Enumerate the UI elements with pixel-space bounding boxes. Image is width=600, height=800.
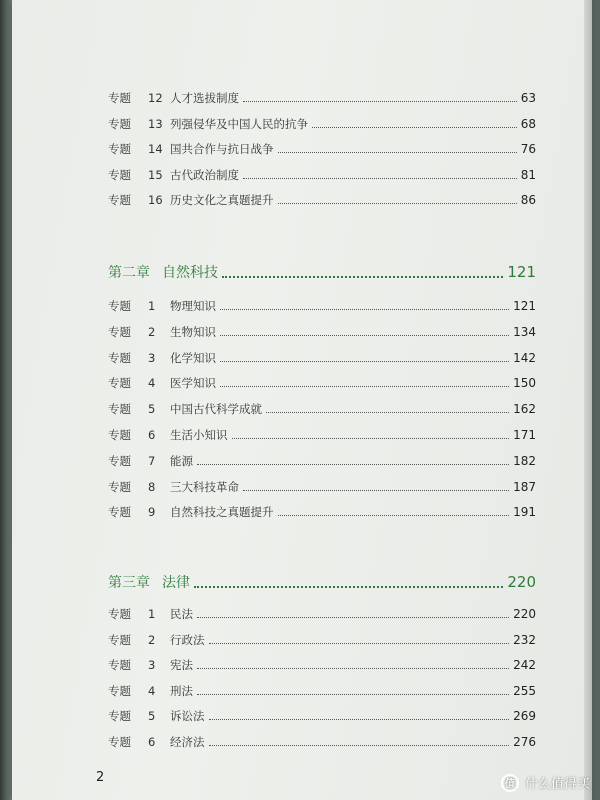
- topic-page: 220: [513, 607, 536, 621]
- toc-row: [108, 425, 536, 445]
- topic-page: 142: [513, 350, 536, 365]
- page-edge: [584, 0, 592, 800]
- topic-title: 列强侵华及中国人民的抗争: [170, 116, 308, 131]
- leader-dots: [278, 151, 517, 153]
- toc-row: [108, 655, 536, 675]
- topic-page: 121: [513, 299, 536, 313]
- chapter-title: 法律: [162, 575, 190, 591]
- topic-code: 专题: [108, 376, 131, 391]
- toc-row: [108, 88, 536, 108]
- topic-code: 专题: [108, 658, 131, 673]
- topic-page: 86: [520, 193, 536, 207]
- leader-dots: [220, 360, 509, 362]
- topic-code: 专题: [108, 735, 131, 749]
- chapter-page: 220: [507, 573, 536, 591]
- topic-title: 化学知识: [170, 350, 216, 365]
- topic-code: 专题: [108, 402, 131, 417]
- topic-title: 能源: [170, 453, 193, 468]
- toc-row: [108, 451, 536, 471]
- topic-number: 1: [148, 607, 156, 621]
- topic-number: 3: [148, 350, 156, 365]
- topic-title: 中国古代科学成就: [170, 402, 262, 417]
- topic-number: 6: [148, 735, 156, 749]
- leader-dots: [197, 463, 509, 465]
- toc-row: [108, 502, 536, 522]
- leader-dots: [278, 514, 510, 516]
- toc-row: [108, 373, 536, 393]
- topic-code: 专题: [108, 116, 131, 131]
- chapter-title: 自然科技: [162, 265, 218, 281]
- book-spine: [0, 0, 12, 800]
- topic-number: 6: [148, 428, 156, 442]
- topic-number: 9: [148, 505, 156, 520]
- leader-dots: [266, 411, 509, 413]
- chapter-heading-2: [108, 260, 536, 284]
- topic-code: 专题: [108, 428, 131, 442]
- topic-number: 8: [148, 479, 156, 494]
- toc-row: [108, 296, 536, 316]
- topic-number: 16: [148, 193, 163, 207]
- topic-number: 5: [148, 402, 156, 417]
- toc-row: [108, 322, 536, 342]
- leader-dots: [197, 667, 509, 669]
- toc-row: [108, 348, 536, 368]
- toc-row: [108, 190, 536, 210]
- topic-code: 专题: [108, 453, 131, 468]
- topic-code: 专题: [108, 324, 131, 339]
- topic-code: 专题: [108, 709, 131, 724]
- topic-number: 7: [148, 453, 156, 468]
- leader-dots: [194, 585, 503, 588]
- topic-title: 诉讼法: [170, 709, 205, 724]
- topic-page: 269: [513, 709, 536, 724]
- topic-code: 专题: [108, 505, 131, 520]
- topic-title: 古代政治制度: [170, 167, 239, 182]
- toc-row: [108, 604, 536, 624]
- topic-title: 经济法: [170, 735, 205, 749]
- topic-title: 行政法: [170, 632, 205, 647]
- topic-page: 255: [513, 683, 536, 698]
- watermark: [501, 773, 590, 792]
- topic-code: 专题: [108, 167, 131, 182]
- leader-dots: [278, 202, 517, 204]
- topic-number: 12: [148, 91, 163, 105]
- topic-number: 13: [148, 116, 163, 131]
- topic-page: 134: [513, 324, 536, 339]
- topic-title: 国共合作与抗日战争: [170, 142, 274, 156]
- topic-title: 物理知识: [170, 299, 216, 313]
- leader-dots: [243, 100, 517, 102]
- topic-code: 专题: [108, 142, 131, 156]
- leader-dots: [243, 177, 517, 179]
- toc-row: [108, 114, 536, 134]
- topic-title: 自然科技之真题提升: [170, 505, 274, 520]
- topic-title: 医学知识: [170, 376, 216, 391]
- topic-number: 2: [148, 324, 156, 339]
- topic-code: 专题: [108, 632, 131, 647]
- zhi-icon: 值: [501, 774, 519, 792]
- topic-code: 专题: [108, 299, 131, 313]
- toc-row: [108, 477, 536, 497]
- topic-page: 182: [513, 453, 536, 468]
- topic-page: 76: [520, 142, 536, 156]
- topic-title: 宪法: [170, 658, 193, 673]
- leader-dots: [220, 308, 509, 310]
- leader-dots: [197, 693, 509, 695]
- topic-code: 专题: [108, 91, 131, 105]
- topic-code: 专题: [108, 607, 131, 621]
- toc-row: [108, 732, 536, 752]
- topic-number: 2: [148, 632, 156, 647]
- topic-page: 171: [513, 428, 536, 442]
- toc-row: [108, 165, 536, 185]
- watermark-text: 什么值得买: [524, 777, 590, 792]
- leader-dots: [243, 489, 509, 491]
- toc-row: [108, 681, 536, 701]
- topic-title: 人才选拔制度: [170, 91, 239, 105]
- topic-number: 14: [148, 142, 163, 156]
- topic-number: 4: [148, 376, 156, 391]
- leader-dots: [220, 334, 509, 336]
- page-number: 2: [96, 770, 105, 785]
- topic-page: 232: [513, 632, 536, 647]
- toc-row: [108, 399, 536, 419]
- chapter-page: 121: [507, 263, 536, 281]
- topic-number: 1: [148, 299, 156, 313]
- topic-number: 4: [148, 683, 156, 698]
- topic-title: 生活小知识: [170, 428, 228, 442]
- leader-dots: [312, 126, 517, 128]
- topic-number: 15: [148, 167, 163, 182]
- topic-page: 191: [513, 505, 536, 520]
- leader-dots: [209, 744, 510, 746]
- topic-page: 81: [520, 167, 536, 182]
- topic-title: 民法: [170, 607, 193, 621]
- topic-page: 63: [520, 91, 536, 105]
- topic-page: 162: [513, 402, 536, 417]
- topic-page: 276: [513, 735, 536, 749]
- leader-dots: [220, 385, 509, 387]
- topic-title: 三大科技革命: [170, 479, 239, 494]
- topic-code: 专题: [108, 479, 131, 494]
- toc-page: [12, 0, 592, 800]
- leader-dots: [209, 718, 510, 720]
- toc-row: [108, 630, 536, 650]
- leader-dots: [197, 616, 509, 618]
- toc-row: [108, 139, 536, 159]
- chapter-code: 第二章: [108, 265, 150, 281]
- topic-number: 5: [148, 709, 156, 724]
- topic-title: 生物知识: [170, 324, 216, 339]
- chapter-code: 第三章: [108, 575, 150, 591]
- leader-dots: [209, 642, 510, 644]
- topic-code: 专题: [108, 683, 131, 698]
- topic-code: 专题: [108, 193, 131, 207]
- toc-row: [108, 706, 536, 726]
- topic-title: 刑法: [170, 683, 193, 698]
- leader-dots: [222, 275, 503, 278]
- topic-title: 历史文化之真题提升: [170, 193, 274, 207]
- leader-dots: [232, 437, 510, 439]
- topic-page: 242: [513, 658, 536, 673]
- topic-page: 68: [520, 116, 536, 131]
- topic-page: 187: [513, 479, 536, 494]
- chapter-heading-3: [108, 570, 536, 594]
- topic-page: 150: [513, 376, 536, 391]
- topic-number: 3: [148, 658, 156, 673]
- topic-code: 专题: [108, 350, 131, 365]
